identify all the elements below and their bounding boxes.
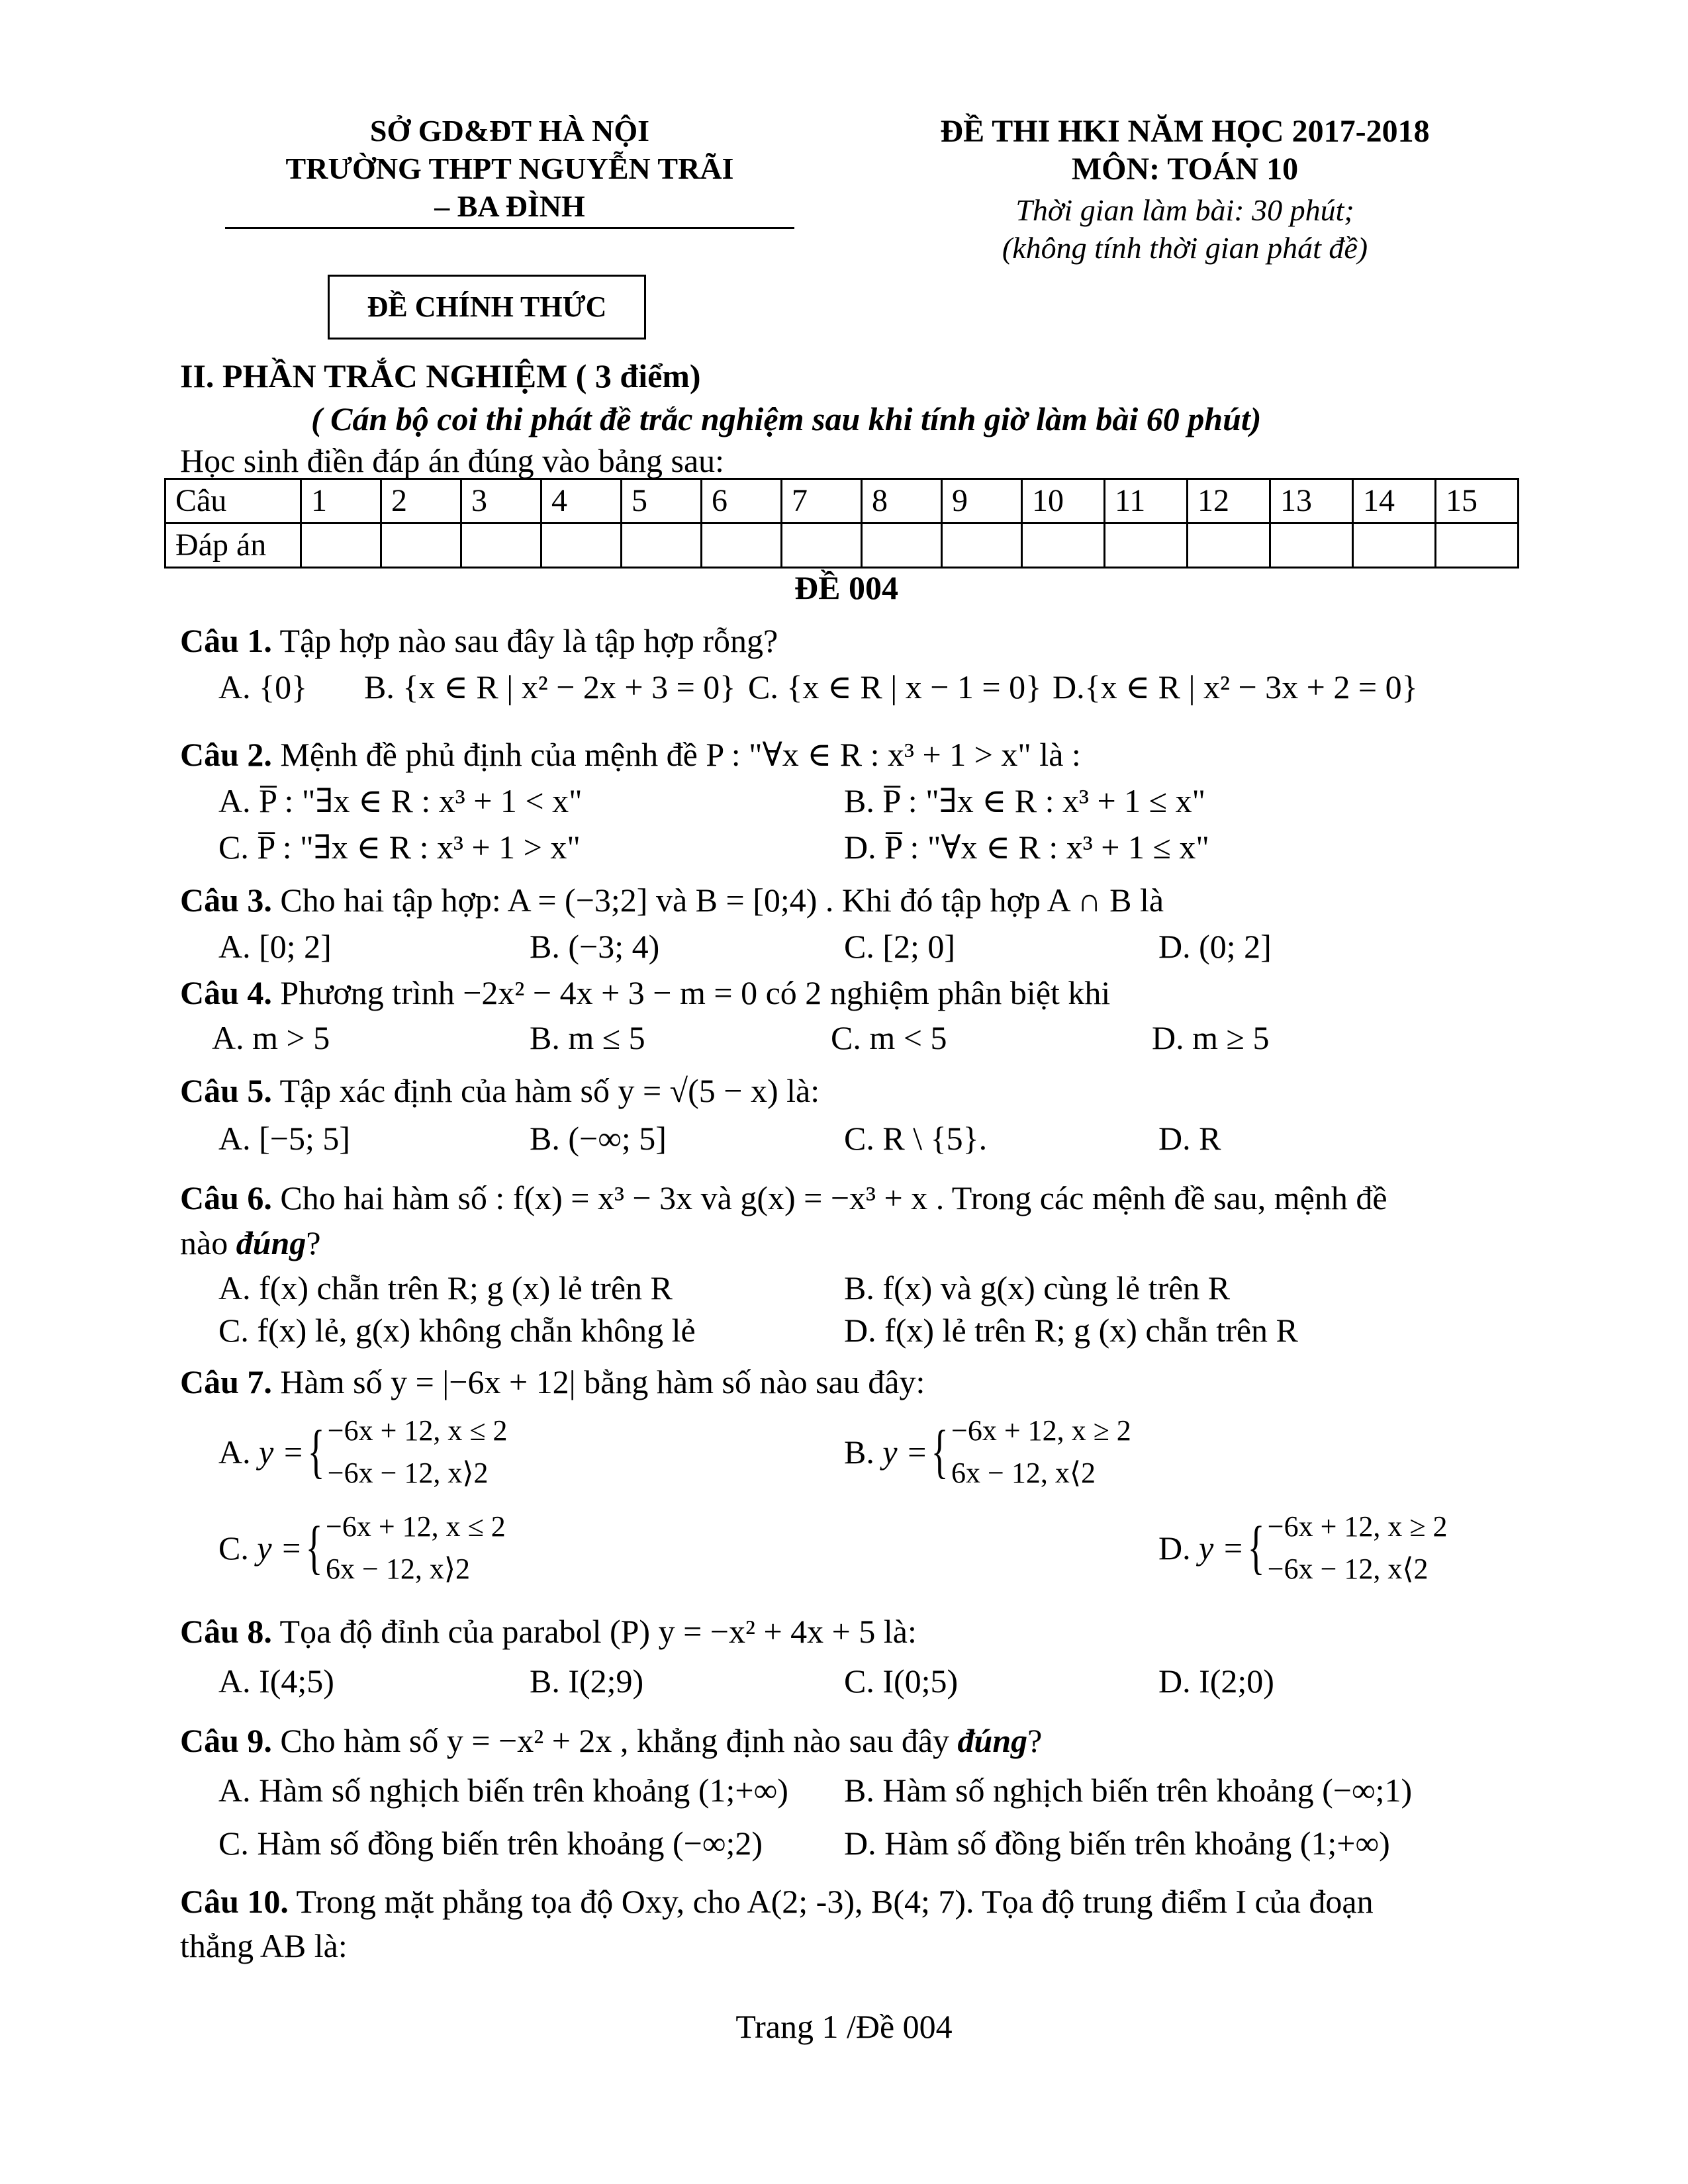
table-cell: 1: [301, 479, 381, 523]
function-prefix: y =: [882, 1433, 928, 1471]
option-label: C.: [218, 1529, 249, 1567]
table-cell: 2: [381, 479, 461, 523]
question-label: Câu 8.: [180, 1613, 272, 1650]
question-5: [180, 1071, 820, 1111]
answer-cell[interactable]: [1270, 523, 1353, 568]
q8-option-a: A. I(4;5): [218, 1662, 334, 1700]
table-cell: 4: [541, 479, 622, 523]
question-8: [180, 1612, 917, 1651]
school-department: SỞ GD&ĐT HÀ NỘI: [369, 114, 650, 148]
q5-option-a: A. [−5; 5]: [218, 1120, 350, 1157]
table-cell: 9: [942, 479, 1022, 523]
school-name: TRƯỜNG THPT NGUYỄN TRÃI: [285, 152, 734, 185]
answer-cell[interactable]: [1022, 523, 1105, 568]
question-label: Câu 5.: [180, 1072, 272, 1109]
option-label: B.: [844, 1433, 874, 1471]
piecewise-cases: [951, 1410, 1131, 1494]
q1-option-a: A. {0}: [218, 668, 308, 705]
question-label: Câu 2.: [180, 736, 272, 773]
question-text: Tập hợp nào sau đây là tập hợp rỗng?: [279, 622, 778, 659]
q3-option-c: C. [2; 0]: [844, 928, 956, 965]
q5-option-d: D. R: [1158, 1120, 1221, 1157]
exam-code: ĐỀ 004: [794, 569, 898, 606]
question-text: Mệnh đề phủ định của mệnh đề P : "∀x ∈ R : x³ + 1 > x" là :: [280, 736, 1081, 773]
q6-option-b: B. f(x) và g(x) cùng lẻ trên R: [844, 1269, 1231, 1306]
answer-cell[interactable]: [461, 523, 541, 568]
q1-option-c: C. {x ∈ R | x − 1 = 0}: [748, 668, 1042, 705]
q8-option-d: D. I(2;0): [1158, 1662, 1274, 1700]
piecewise-cases: [326, 1506, 506, 1590]
answer-cell[interactable]: [301, 523, 381, 568]
question-label: Câu 10.: [180, 1883, 289, 1920]
table-cell: 10: [1022, 479, 1105, 523]
answer-cell[interactable]: [702, 523, 782, 568]
question-text: Cho hai tập hợp: A = (−3;2] và B = [0;4) . Khi đó tập hợp A ∩ B là: [280, 882, 1164, 919]
question-4: [180, 973, 1110, 1013]
emphasis-text: đúng: [957, 1722, 1028, 1759]
option-label: A.: [218, 1433, 251, 1471]
question-1: [180, 621, 778, 660]
emphasis-text: đúng: [236, 1224, 306, 1261]
q9-option-c: C. Hàm số đồng biến trên khoảng (−∞;2): [218, 1825, 763, 1862]
q2-option-a: A. P̅ : "∃x ∈ R : x³ + 1 < x": [218, 782, 583, 819]
question-text: Cho hàm số y = −x² + 2x , khẳng định nào sau đây: [280, 1722, 958, 1759]
question-7: [180, 1362, 925, 1402]
case-line: −6x + 12, x ≥ 2: [1267, 1510, 1448, 1543]
question-label: Câu 4.: [180, 974, 272, 1011]
question-label: Câu 3.: [180, 882, 272, 919]
page-footer: Trang 1 /Đề 004: [735, 2008, 953, 2045]
question-text: nào: [180, 1224, 236, 1261]
case-line: −6x + 12, x ≥ 2: [951, 1414, 1131, 1447]
q5-option-b: B. (−∞; 5]: [530, 1120, 667, 1157]
q1-option-d: D.{x ∈ R | x² − 3x + 2 = 0}: [1053, 668, 1418, 705]
question-label: Câu 1.: [180, 622, 272, 659]
question-text: Tập xác định của hàm số y = √(5 − x) là:: [279, 1072, 820, 1109]
function-prefix: y =: [257, 1529, 303, 1567]
piecewise-cases: [1268, 1506, 1448, 1590]
question-10: [180, 1882, 1374, 1921]
piecewise-cases: [328, 1410, 508, 1494]
answer-cell[interactable]: [1353, 523, 1436, 568]
option-label: D.: [1158, 1529, 1191, 1567]
section-instruction: Học sinh điền đáp án đúng vào bảng sau:: [180, 442, 725, 479]
official-exam-label: ĐỀ CHÍNH THỨC: [367, 290, 607, 323]
table-cell: 7: [782, 479, 862, 523]
question-text: Cho hai hàm số : f(x) = x³ − 3x và g(x) = −x³ + x . Trong các mệnh đề sau, mệnh đề: [280, 1179, 1387, 1216]
case-line: −6x + 12, x ≤ 2: [326, 1510, 506, 1543]
table-cell: 8: [862, 479, 942, 523]
q4-option-b: B. m ≤ 5: [530, 1019, 645, 1056]
function-prefix: y =: [1199, 1529, 1244, 1567]
exam-title: ĐỀ THI HKI NĂM HỌC 2017-2018: [940, 114, 1430, 149]
q2-option-c: C. P̅ : "∃x ∈ R : x³ + 1 > x": [218, 829, 581, 866]
function-prefix: y =: [259, 1433, 305, 1471]
question-6: [180, 1178, 1387, 1218]
school-district: – BA ĐÌNH: [434, 189, 585, 223]
question-label: Câu 9.: [180, 1722, 272, 1759]
left-brace: {: [307, 1418, 325, 1484]
left-brace: {: [1247, 1514, 1265, 1580]
left-brace: {: [931, 1418, 949, 1484]
question-text: Tọa độ đỉnh của parabol (P) y = −x² + 4x + 5 là:: [279, 1613, 917, 1650]
q7-option-a: [218, 1410, 508, 1494]
exam-duration-note: (không tính thời gian phát đề): [1002, 231, 1368, 265]
q1-option-b: B. {x ∈ R | x² − 2x + 3 = 0}: [364, 668, 736, 705]
question-label: Câu 6.: [180, 1179, 272, 1216]
question-10-continued: thẳng AB là:: [180, 1927, 348, 1964]
question-9: [180, 1721, 1042, 1760]
answer-table: [164, 478, 1519, 569]
answer-cell[interactable]: [862, 523, 942, 568]
answer-cell[interactable]: [1188, 523, 1270, 568]
question-text: Trong mặt phẳng tọa độ Oxy, cho A(2; -3), B(4; 7). Tọa độ trung điểm I của đoạn: [296, 1883, 1374, 1920]
table-cell: 12: [1188, 479, 1270, 523]
q4-option-d: D. m ≥ 5: [1152, 1019, 1270, 1056]
q7-option-d: [1158, 1506, 1448, 1590]
section-note: ( Cán bộ coi thi phát đề trắc nghiệm sau khi tính giờ làm bài 60 phút): [311, 400, 1262, 437]
q3-option-d: D. (0; 2]: [1158, 928, 1272, 965]
table-cell: 3: [461, 479, 541, 523]
table-cell: 15: [1436, 479, 1519, 523]
question-text: ?: [1027, 1722, 1043, 1759]
table-cell: 13: [1270, 479, 1353, 523]
subject-title: MÔN: TOÁN 10: [1071, 152, 1299, 187]
case-line: −6x + 12, x ≤ 2: [327, 1414, 508, 1447]
q6-option-c: C. f(x) lẻ, g(x) không chẵn không lẻ: [218, 1312, 696, 1349]
q2-option-d: D. P̅ : "∀x ∈ R : x³ + 1 ≤ x": [844, 829, 1209, 866]
q7-option-c: [218, 1506, 506, 1590]
question-2: [180, 735, 1081, 774]
question-number-row: [165, 479, 1519, 523]
official-exam-box: [328, 275, 646, 340]
q9-option-d: D. Hàm số đồng biến trên khoảng (1;+∞): [844, 1825, 1390, 1862]
q4-option-c: C. m < 5: [831, 1019, 947, 1056]
q6-option-a: A. f(x) chẵn trên R; g (x) lẻ trên R: [218, 1269, 673, 1306]
q3-option-a: A. [0; 2]: [218, 928, 332, 965]
question-text: Phương trình −2x² − 4x + 3 − m = 0 có 2 nghiệm phân biệt khi: [280, 974, 1111, 1011]
exam-duration: Thời gian làm bài: 30 phút;: [1015, 193, 1354, 227]
q2-option-b: B. P̅ : "∃x ∈ R : x³ + 1 ≤ x": [844, 782, 1206, 819]
case-line: −6x − 12, x⟨2: [1267, 1552, 1429, 1585]
q3-option-b: B. (−3; 4): [530, 928, 660, 965]
q4-option-a: A. m > 5: [212, 1019, 330, 1056]
question-label: Câu 7.: [180, 1363, 272, 1400]
q6-option-d: D. f(x) lẻ trên R; g (x) chẵn trên R: [844, 1312, 1298, 1349]
table-cell: 6: [702, 479, 782, 523]
q9-option-a: A. Hàm số nghịch biến trên khoảng (1;+∞): [218, 1772, 788, 1809]
q7-option-b: [844, 1410, 1131, 1494]
question-text: ?: [306, 1224, 321, 1261]
case-line: 6x − 12, x⟩2: [326, 1552, 470, 1585]
row-label-answer: Đáp án: [165, 523, 301, 568]
table-cell: 14: [1353, 479, 1436, 523]
left-brace: {: [305, 1514, 323, 1580]
case-line: 6x − 12, x⟨2: [951, 1456, 1096, 1489]
question-6-continued: [180, 1223, 321, 1263]
header-divider: [225, 227, 794, 229]
q9-option-b: B. Hàm số nghịch biến trên khoảng (−∞;1): [844, 1772, 1413, 1809]
answer-cell[interactable]: [782, 523, 862, 568]
question-3: [180, 880, 1164, 920]
q8-option-c: C. I(0;5): [844, 1662, 959, 1700]
case-line: −6x − 12, x⟩2: [327, 1456, 489, 1489]
question-text: Hàm số y = |−6x + 12| bằng hàm số nào sau đây:: [280, 1363, 925, 1400]
table-cell: 5: [622, 479, 702, 523]
section-title: II. PHẦN TRẮC NGHIỆM ( 3 điểm): [180, 357, 701, 394]
answer-row: [165, 523, 1519, 568]
answer-cell[interactable]: [1436, 523, 1519, 568]
row-label-question: Câu: [165, 479, 301, 523]
table-cell: 11: [1105, 479, 1188, 523]
q5-option-c: C. R \ {5}.: [844, 1120, 988, 1157]
answer-cell[interactable]: [381, 523, 461, 568]
answer-cell[interactable]: [622, 523, 702, 568]
q8-option-b: B. I(2;9): [530, 1662, 644, 1700]
answer-cell[interactable]: [541, 523, 622, 568]
answer-cell[interactable]: [942, 523, 1022, 568]
answer-cell[interactable]: [1105, 523, 1188, 568]
